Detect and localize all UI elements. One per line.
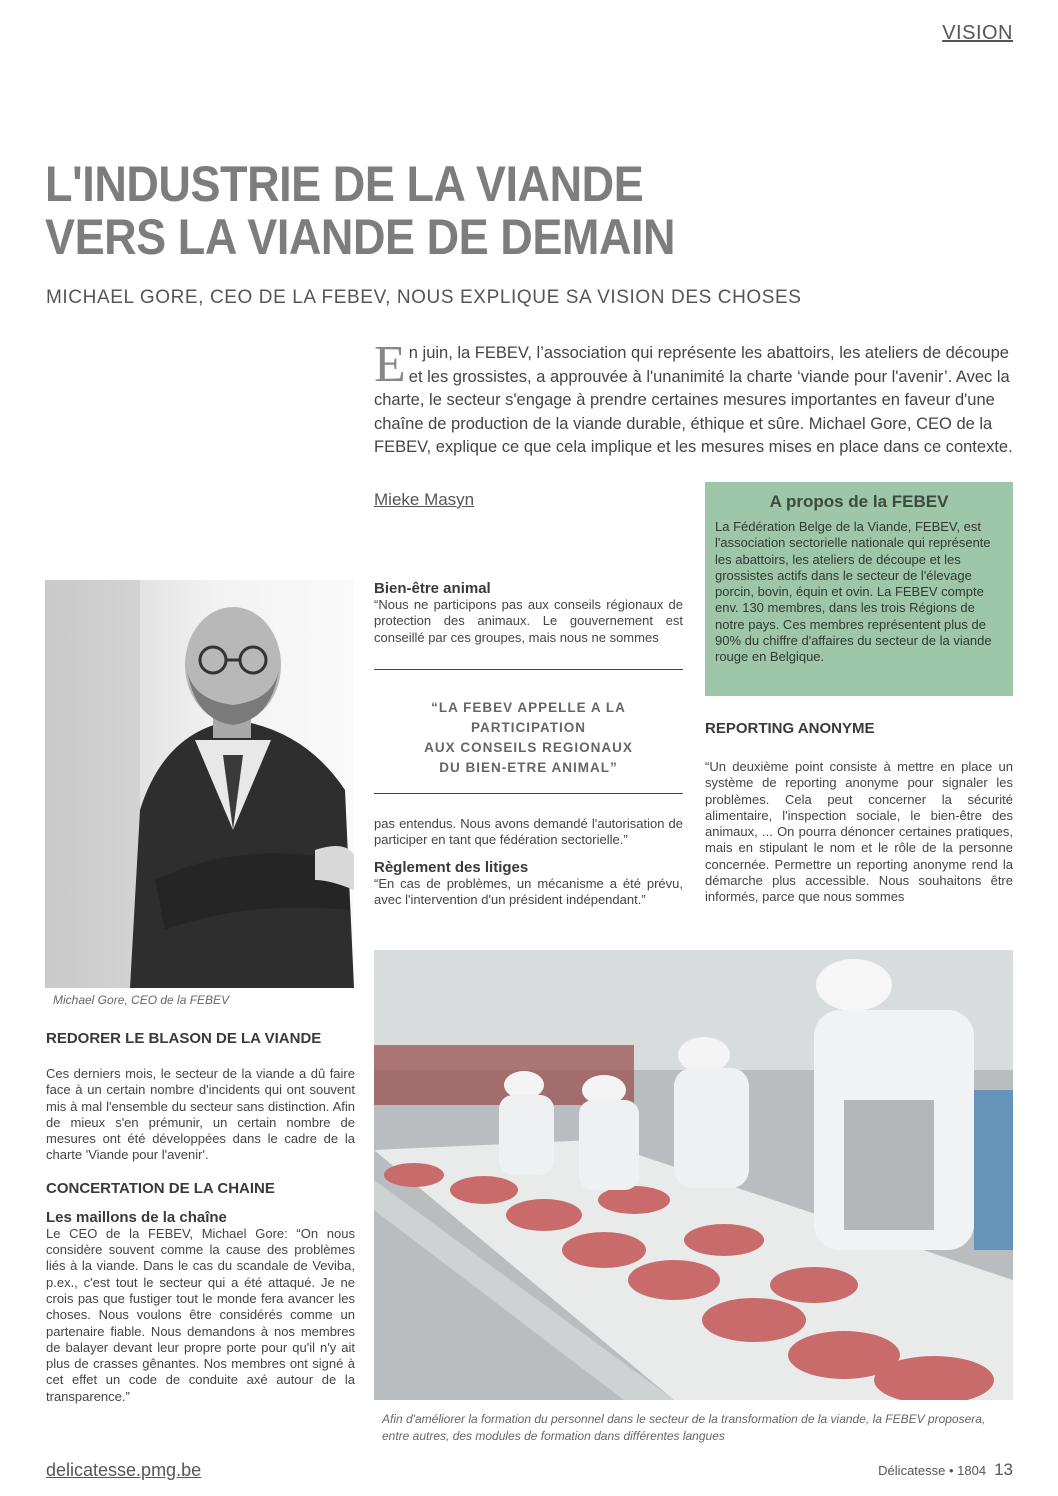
- section-tag: VISION: [942, 22, 1013, 44]
- maillons-heading: Les maillons de la chaîne: [46, 1208, 227, 1226]
- pull-quote-line-2: AUX CONSEILS REGIONAUX: [424, 740, 633, 755]
- maillons-text: Le CEO de la FEBEV, Michael Gore: “On nous considère souvent comme la cause des problèmes liés à la viande. Dans le cas du scandale de Veviba, p.ex., c'est tout le secteur qui a été attaqué. Je ne crois pas que fustiger tout le monde fera avancer les choses. Nous voulons être considérés comme un partenaire fiable. Nous demandons à nos membres de balayer devant leur propre porte pour qu'il n'y ait plus de crasses gênantes. Nos membres ont signé à cet effet un code de conduite axé autour de la transparence.”: [46, 1225, 355, 1404]
- factory-illustration: [374, 950, 1013, 1400]
- pull-quote: [374, 698, 683, 778]
- bien-etre-continued: pas entendus. Nous avons demandé l'autorisation de participer en tant que fédération sectorielle.”: [374, 816, 683, 848]
- page-number: 13: [994, 1460, 1013, 1479]
- reporting-text: “Un deuxième point consiste à mettre en place un système de reporting anonyme pour signaler les problèmes. Cela peut concerner la sécurité alimentaire, l'inspection sociale, le bien-être des animaux, ... On pourra dénoncer certaines pratiques, mais en stipulant le nom et le rôle de la personne concernée. Permettre un reporting anonyme rend la démarche plus accessible. Nous souhaitons être informés, parce que nous sommes: [705, 759, 1013, 905]
- concertation-heading: CONCERTATION DE LA CHAINE: [46, 1179, 275, 1197]
- factory-photo: [374, 950, 1013, 1400]
- dropcap: E: [374, 336, 406, 393]
- pull-quote-line-3: DU BIEN-ETRE ANIMAL”: [439, 760, 618, 775]
- bien-etre-heading: Bien-être animal: [374, 580, 491, 597]
- redorer-text: Ces derniers mois, le secteur de la viande a dû faire face à un certain nombre d'incidents qui ont souvent mis à mal l'ensemble du secteur sans distinction. Afin de mieux s'en prémunir, un certain nombre de mesures ont été développées dans le cadre de la charte 'Viande pour l'avenir'.: [46, 1066, 355, 1163]
- title-line-1: L'INDUSTRIE DE LA VIANDE: [45, 156, 644, 212]
- article-title: [45, 158, 855, 264]
- portrait-caption: Michael Gore, CEO de la FEBEV: [53, 993, 230, 1007]
- middle-column-bottom: [374, 816, 683, 908]
- intro-paragraph: [374, 336, 1014, 460]
- magazine-issue: Délicatesse • 1804: [878, 1463, 987, 1478]
- portrait-photo: [45, 580, 354, 988]
- about-febev-title: A propos de la FEBEV: [769, 492, 949, 511]
- redorer-heading: REDORER LE BLASON DE LA VIANDE: [46, 1030, 322, 1047]
- pull-quote-line-1: “LA FEBEV APPELLE A LA PARTICIPATION: [431, 700, 626, 735]
- website-link[interactable]: delicatesse.pmg.be: [46, 1460, 202, 1480]
- intro-text: n juin, la FEBEV, l’association qui représente les abattoirs, les ateliers de découpe et les grossistes, a approuvée à l'unanimité la charte ‘viande pour l'avenir’. Avec la charte, le secteur s'engage à prendre certaines mesures importantes en faveur d'une chaîne de production de la viande durable, éthique et sûre. Michael Gore, CEO de la FEBEV, explique ce que cela implique et les mesures mises en place dans ce contexte.: [374, 344, 1013, 456]
- author-byline[interactable]: Mieke Masyn: [374, 490, 475, 509]
- about-febev-text: La Fédération Belge de la Viande, FEBEV, est l'association sectorielle nationale qui représente les abattoirs, les ateliers de découpe et les grossistes actifs dans le secteur de l'élevage porcin, bovin, équin et ovin. La FEBEV compte env. 130 membres, dans les trois Régions de notre pays. Ces membres représentent plus de 90% du chiffre d'affaires du secteur de la viande rouge en Belgique.: [715, 519, 992, 665]
- title-line-2: VERS LA VIANDE DE DEMAIN: [45, 209, 676, 265]
- litiges-text: “En cas de problèmes, un mécanisme a été prévu, avec l'intervention d'un président indépendant.”: [374, 875, 683, 907]
- factory-caption: Afin d'améliorer la formation du personnel dans le secteur de la transformation de la viande, la FEBEV proposera, entre autres, des modules de formation dans différentes langues: [382, 1412, 986, 1443]
- article-subtitle: MICHAEL GORE, CEO DE LA FEBEV, NOUS EXPLIQUE SA VISION DES CHOSES: [46, 287, 802, 308]
- right-column: [705, 720, 1013, 906]
- page-footer: [878, 1460, 1013, 1480]
- portrait-illustration: [45, 580, 354, 988]
- quote-bottom-rule: [374, 793, 683, 794]
- middle-column-top: [374, 580, 683, 646]
- quote-top-rule: [374, 669, 683, 670]
- about-febev-box: [705, 482, 1013, 696]
- litiges-heading: Règlement des litiges: [374, 858, 529, 876]
- left-column: [46, 1030, 355, 1405]
- reporting-heading: REPORTING ANONYME: [705, 720, 875, 737]
- bien-etre-text: “Nous ne participons pas aux conseils régionaux de protection des animaux. Le gouvernement est conseillé par ces groupes, mais nous ne sommes: [374, 597, 683, 645]
